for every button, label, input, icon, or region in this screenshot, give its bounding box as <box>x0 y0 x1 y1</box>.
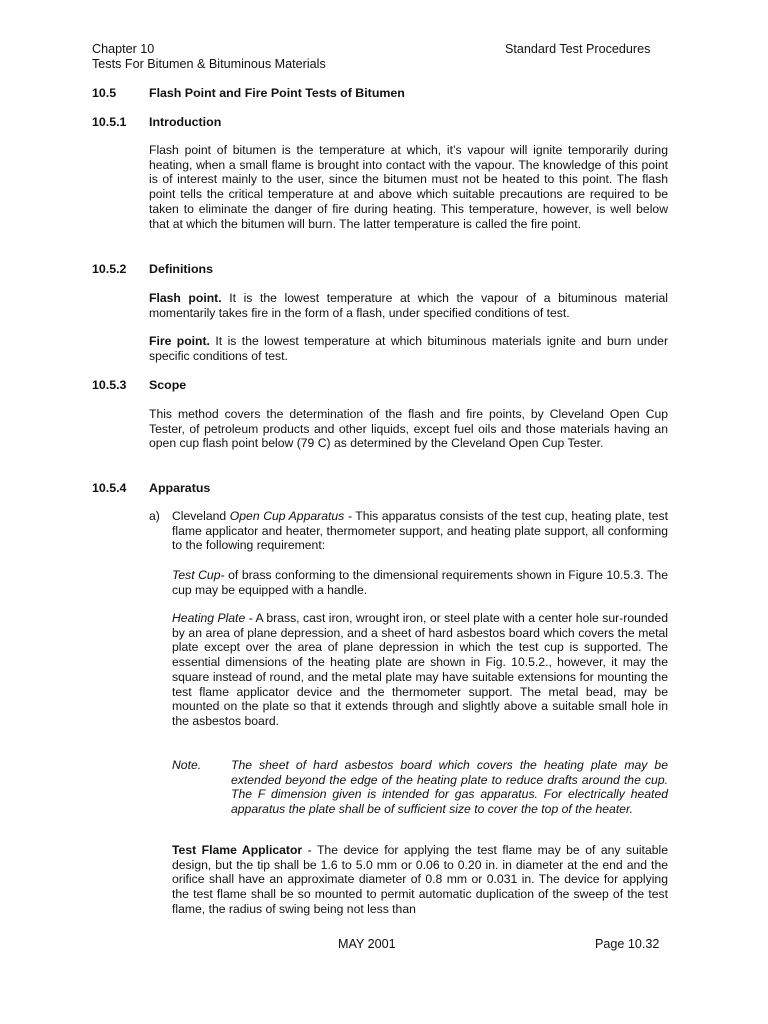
heating-plate-paragraph <box>172 611 668 729</box>
test-cup-paragraph <box>172 568 668 597</box>
test-cup-label: Test Cup- <box>172 568 225 582</box>
flame-applicator-label: Test Flame Applicator <box>172 843 303 857</box>
section-number: 10.5.1 <box>92 115 127 129</box>
note-paragraph: The sheet of hard asbestos board which covers the heating plate may be extended beyond the edge of the heating plate to reduce drafts around the cup. The F dimension given is intended for gas apparatus. For electrically heated apparatus the plate shall be of sufficient size to cover the top of the heater. <box>231 758 668 817</box>
section-title: Definitions <box>149 262 214 276</box>
apparatus-text: This apparatus consists of the test cup, heating plate, test flame applicator and heater, thermometer support, and heating plate support, all conforming to the following requirement: <box>172 509 668 553</box>
footer-page-number: Page 10.32 <box>595 937 660 951</box>
flash-point-text: It is the lowest temperature at which the vapour of a bituminous material momentarily takes fire in the form of a flash, under specified conditions of test. <box>149 291 668 320</box>
scope-paragraph: This method covers the determination of the flash and fire points, by Cleveland Open Cup Tester, of petroleum products and other liquids, except fuel oils and those materials having an open cup flash point below (79 C) as determined by the Cleveland Open Cup Tester. <box>149 407 668 451</box>
section-number: 10.5.3 <box>92 378 127 392</box>
note-label: Note. <box>172 758 202 772</box>
apparatus-lead: Cleveland <box>172 509 230 523</box>
header-chapter: Chapter 10 <box>92 42 155 56</box>
section-number: 10.5 <box>92 86 117 100</box>
intro-paragraph: Flash point of bitumen is the temperature at which, it’s vapour will ignite temporarily during heating, when a small flame is brought into contact with the vapour. The knowledge of this point is of interest mainly to the user, since the bitumen must not be heated to this point. The flash point tells the critical temperature at and above which suitable precautions are required to be taken to eliminate the danger of fire during heating. This temperature, however, is well below that at which the bitumen will burn. The latter temperature is called the fire point. <box>149 143 668 231</box>
heating-plate-text: A brass, cast iron, wrought iron, or steel plate with a center hole sur-rounded by an area of plane depression, and a sheet of hard asbestos board which covers the metal plate except over the area of plane depression in which the test cup is supported. The essential dimensions of the heating plate are shown in Fig. 10.5.2., however, it may the square instead of round, and the metal plate may have suitable extensions for mounting the test flame applicator device and the thermometer support. The metal bead, may be mounted on the plate so that it extends through and slightly above a suitable small hole in the asbestos board. <box>172 611 668 728</box>
flame-applicator-text: - The device for applying the test flame may be of any suitable design, but the tip shall be 1.6 to 5.0 mm or 0.06 to 0.20 in. in diameter at the end and the orifice shall have an approximate diameter of 0.8 mm or 0.031 in. The device for applying the test flame shall be so mounted to permit automatic duplication of the sweep of the test flame, the radius of swing being not less than <box>172 843 668 916</box>
list-marker: a) <box>149 509 160 523</box>
flame-applicator-paragraph <box>172 843 668 917</box>
flash-point-definition <box>149 291 668 320</box>
flash-point-term: Flash point. <box>149 291 222 305</box>
header-right: Standard Test Procedures <box>505 42 651 56</box>
section-number: 10.5.4 <box>92 481 127 495</box>
section-title: Scope <box>149 378 187 392</box>
fire-point-definition <box>149 334 668 363</box>
test-cup-text: of brass conforming to the dimensional requirements shown in Figure 10.5.3. The cup may be equipped with a handle. <box>172 568 668 597</box>
fire-point-term: Fire point. <box>149 334 210 348</box>
apparatus-italic: Open Cup Apparatus - <box>229 509 352 523</box>
section-title: Apparatus <box>149 481 211 495</box>
header-subtitle: Tests For Bitumen & Bituminous Materials <box>92 57 326 71</box>
section-title: Introduction <box>149 115 222 129</box>
footer-date: MAY 2001 <box>338 937 396 951</box>
fire-point-text: It is the lowest temperature at which bituminous materials ignite and burn under specific conditions of test. <box>149 334 669 363</box>
apparatus-item-a <box>172 509 668 553</box>
section-title: Flash Point and Fire Point Tests of Bitumen <box>149 86 405 100</box>
heating-plate-label: Heating Plate - <box>172 611 253 625</box>
section-number: 10.5.2 <box>92 262 127 276</box>
